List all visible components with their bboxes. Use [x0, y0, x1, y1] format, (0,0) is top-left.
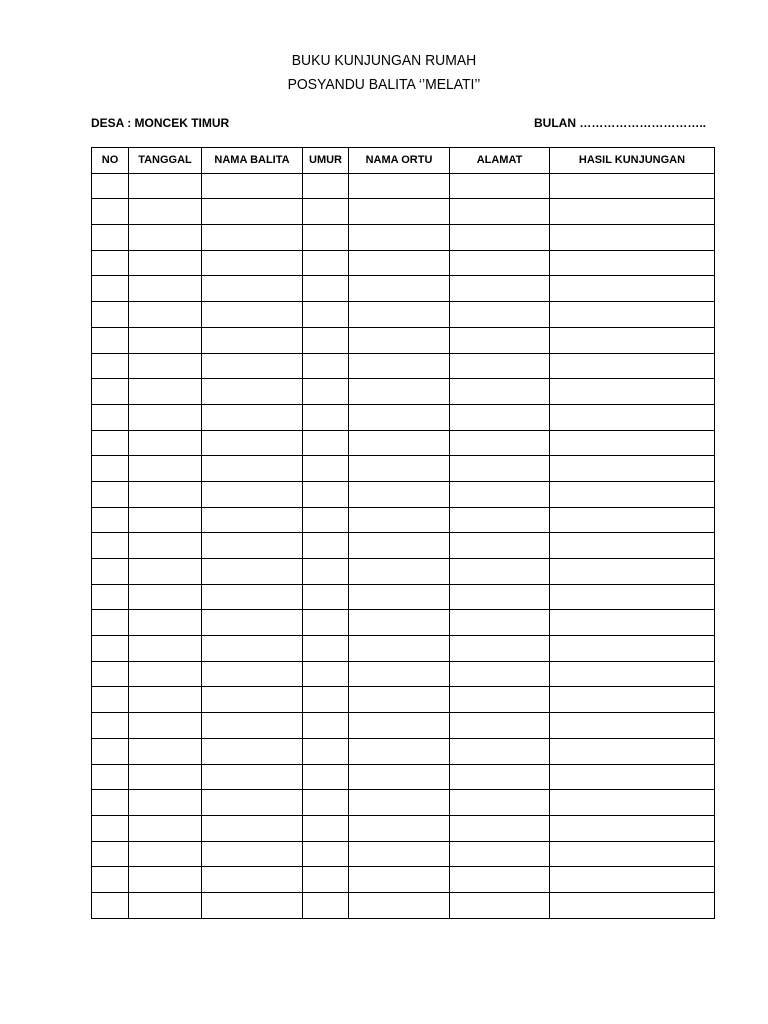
table-cell: [92, 430, 129, 456]
table-cell: [349, 507, 450, 533]
table-cell: [450, 404, 550, 430]
table-cell: [303, 687, 349, 713]
table-cell: [92, 250, 129, 276]
table-cell: [450, 456, 550, 482]
table-cell: [303, 533, 349, 559]
table-cell: [202, 867, 303, 893]
table-cell: [349, 250, 450, 276]
table-row: [92, 379, 715, 405]
table-cell: [129, 533, 202, 559]
column-header-nama-ortu: NAMA ORTU: [349, 148, 450, 174]
table-cell: [349, 353, 450, 379]
table-row: [92, 738, 715, 764]
table-cell: [202, 327, 303, 353]
table-cell: [450, 173, 550, 199]
table-cell: [129, 353, 202, 379]
table-row: [92, 636, 715, 662]
table-cell: [550, 533, 715, 559]
table-cell: [550, 841, 715, 867]
table-cell: [129, 764, 202, 790]
table-cell: [202, 636, 303, 662]
table-cell: [550, 404, 715, 430]
table-cell: [129, 610, 202, 636]
column-header-tanggal: TANGGAL: [129, 148, 202, 174]
table-cell: [303, 225, 349, 251]
table-cell: [349, 199, 450, 225]
table-cell: [129, 841, 202, 867]
table-cell: [450, 815, 550, 841]
table-cell: [92, 225, 129, 251]
table-cell: [349, 790, 450, 816]
table-cell: [450, 687, 550, 713]
table-cell: [129, 713, 202, 739]
column-header-hasil-kunjungan: HASIL KUNJUNGAN: [550, 148, 715, 174]
table-cell: [550, 430, 715, 456]
table-cell: [303, 250, 349, 276]
table-cell: [129, 327, 202, 353]
table-row: [92, 456, 715, 482]
table-cell: [129, 687, 202, 713]
table-cell: [450, 507, 550, 533]
table-cell: [550, 507, 715, 533]
table-cell: [349, 661, 450, 687]
table-cell: [202, 276, 303, 302]
table-cell: [550, 173, 715, 199]
table-cell: [349, 302, 450, 328]
table-cell: [129, 892, 202, 918]
table-cell: [450, 533, 550, 559]
table-row: [92, 353, 715, 379]
table-cell: [450, 276, 550, 302]
table-cell: [92, 456, 129, 482]
table-cell: [202, 815, 303, 841]
table-cell: [92, 790, 129, 816]
table-row: [92, 815, 715, 841]
table-cell: [202, 687, 303, 713]
table-cell: [129, 559, 202, 585]
table-cell: [92, 584, 129, 610]
table-cell: [450, 353, 550, 379]
table-cell: [349, 173, 450, 199]
table-cell: [202, 713, 303, 739]
table-cell: [349, 867, 450, 893]
table-cell: [349, 225, 450, 251]
table-cell: [129, 790, 202, 816]
table-cell: [202, 379, 303, 405]
table-cell: [92, 610, 129, 636]
table-row: [92, 841, 715, 867]
table-cell: [450, 661, 550, 687]
column-header-umur: UMUR: [303, 148, 349, 174]
table-cell: [129, 738, 202, 764]
table-cell: [303, 173, 349, 199]
table-cell: [92, 302, 129, 328]
table-row: [92, 173, 715, 199]
table-cell: [349, 687, 450, 713]
table-cell: [303, 559, 349, 585]
table-cell: [450, 584, 550, 610]
table-cell: [92, 738, 129, 764]
table-cell: [450, 481, 550, 507]
table-cell: [550, 584, 715, 610]
table-cell: [550, 687, 715, 713]
table-cell: [202, 841, 303, 867]
table-cell: [303, 584, 349, 610]
table-cell: [349, 430, 450, 456]
table-cell: [450, 892, 550, 918]
table-cell: [349, 636, 450, 662]
table-cell: [550, 713, 715, 739]
table-cell: [202, 173, 303, 199]
table-cell: [129, 456, 202, 482]
table-cell: [550, 456, 715, 482]
table-cell: [92, 379, 129, 405]
table-cell: [349, 584, 450, 610]
table-cell: [550, 199, 715, 225]
table-cell: [303, 636, 349, 662]
table-cell: [92, 507, 129, 533]
table-cell: [349, 379, 450, 405]
table-cell: [129, 430, 202, 456]
table-cell: [92, 276, 129, 302]
table-cell: [450, 199, 550, 225]
table-row: [92, 892, 715, 918]
table-cell: [202, 533, 303, 559]
table-cell: [202, 456, 303, 482]
table-row: [92, 302, 715, 328]
table-row: [92, 276, 715, 302]
table-cell: [303, 481, 349, 507]
table-cell: [349, 559, 450, 585]
table-cell: [129, 404, 202, 430]
table-cell: [92, 353, 129, 379]
table-row: [92, 250, 715, 276]
column-header-nama-balita: NAMA BALITA: [202, 148, 303, 174]
table-cell: [202, 559, 303, 585]
table-cell: [202, 661, 303, 687]
table-cell: [550, 790, 715, 816]
table-cell: [303, 892, 349, 918]
table-cell: [550, 302, 715, 328]
table-cell: [202, 610, 303, 636]
table-cell: [92, 327, 129, 353]
table-cell: [92, 559, 129, 585]
bulan-label: BULAN …………………………..: [534, 116, 706, 130]
table-cell: [550, 481, 715, 507]
table-cell: [202, 404, 303, 430]
table-cell: [303, 610, 349, 636]
table-cell: [550, 225, 715, 251]
table-cell: [303, 841, 349, 867]
table-cell: [92, 481, 129, 507]
table-row: [92, 713, 715, 739]
table-cell: [202, 507, 303, 533]
table-cell: [450, 738, 550, 764]
table-cell: [129, 815, 202, 841]
table-cell: [202, 764, 303, 790]
table-cell: [450, 225, 550, 251]
table-cell: [303, 713, 349, 739]
table-row: [92, 867, 715, 893]
table-cell: [92, 892, 129, 918]
table-cell: [202, 738, 303, 764]
table-cell: [92, 533, 129, 559]
table-cell: [550, 250, 715, 276]
table-cell: [202, 199, 303, 225]
table-cell: [202, 225, 303, 251]
table-cell: [550, 379, 715, 405]
table-cell: [550, 276, 715, 302]
table-cell: [92, 661, 129, 687]
table-cell: [129, 507, 202, 533]
table-cell: [129, 379, 202, 405]
table-cell: [202, 892, 303, 918]
table-cell: [303, 456, 349, 482]
table-cell: [92, 841, 129, 867]
table-cell: [349, 404, 450, 430]
table-row: [92, 404, 715, 430]
table-cell: [349, 481, 450, 507]
table-cell: [92, 687, 129, 713]
table-cell: [92, 173, 129, 199]
table-cell: [202, 790, 303, 816]
table-row: [92, 687, 715, 713]
table-cell: [303, 430, 349, 456]
table-cell: [550, 867, 715, 893]
table-cell: [303, 661, 349, 687]
table-cell: [92, 764, 129, 790]
table-cell: [92, 815, 129, 841]
table-cell: [202, 584, 303, 610]
table-cell: [349, 327, 450, 353]
table-cell: [303, 379, 349, 405]
table-cell: [450, 302, 550, 328]
table-row: [92, 225, 715, 251]
table-cell: [129, 173, 202, 199]
table-cell: [349, 276, 450, 302]
table-cell: [550, 327, 715, 353]
table-cell: [550, 610, 715, 636]
table-row: [92, 327, 715, 353]
table-cell: [202, 353, 303, 379]
table-row: [92, 507, 715, 533]
table-cell: [92, 713, 129, 739]
table-cell: [550, 559, 715, 585]
table-cell: [92, 636, 129, 662]
column-header-no: NO: [92, 148, 129, 174]
table-cell: [303, 867, 349, 893]
table-cell: [92, 404, 129, 430]
table-cell: [450, 713, 550, 739]
table-cell: [450, 636, 550, 662]
table-cell: [349, 738, 450, 764]
table-header-row: [92, 148, 715, 174]
table-cell: [202, 481, 303, 507]
table-cell: [303, 764, 349, 790]
table-row: [92, 584, 715, 610]
table-cell: [450, 790, 550, 816]
table-cell: [92, 199, 129, 225]
table-cell: [303, 353, 349, 379]
table-row: [92, 661, 715, 687]
table-cell: [303, 302, 349, 328]
table-body: [92, 173, 715, 918]
desa-label: DESA : MONCEK TIMUR: [91, 116, 230, 130]
table-row: [92, 533, 715, 559]
table-cell: [349, 764, 450, 790]
table-row: [92, 610, 715, 636]
table-cell: [303, 276, 349, 302]
table-cell: [550, 764, 715, 790]
table-cell: [349, 456, 450, 482]
table-cell: [129, 636, 202, 662]
table-cell: [129, 481, 202, 507]
table-cell: [450, 559, 550, 585]
table-cell: [202, 302, 303, 328]
table-cell: [129, 225, 202, 251]
table-cell: [349, 815, 450, 841]
table-row: [92, 199, 715, 225]
table-cell: [92, 867, 129, 893]
table-cell: [450, 250, 550, 276]
table-cell: [303, 815, 349, 841]
table-cell: [202, 250, 303, 276]
table-cell: [550, 892, 715, 918]
table-cell: [129, 276, 202, 302]
table-cell: [450, 764, 550, 790]
table-cell: [129, 302, 202, 328]
table-cell: [303, 738, 349, 764]
table-cell: [129, 661, 202, 687]
table-cell: [303, 507, 349, 533]
table-row: [92, 790, 715, 816]
table-cell: [450, 610, 550, 636]
table-cell: [550, 353, 715, 379]
table-row: [92, 481, 715, 507]
table-cell: [202, 430, 303, 456]
table-cell: [450, 327, 550, 353]
table-cell: [450, 379, 550, 405]
table-cell: [349, 713, 450, 739]
table-row: [92, 430, 715, 456]
table-cell: [303, 199, 349, 225]
document-title: BUKU KUNJUNGAN RUMAH: [291, 52, 477, 69]
table-cell: [349, 841, 450, 867]
table-cell: [303, 327, 349, 353]
table-cell: [129, 250, 202, 276]
table-cell: [550, 815, 715, 841]
document-subtitle: POSYANDU BALITA ‘’MELATI’’: [287, 76, 481, 93]
column-header-alamat: ALAMAT: [450, 148, 550, 174]
table-cell: [129, 199, 202, 225]
table-cell: [349, 533, 450, 559]
table-cell: [550, 636, 715, 662]
table-cell: [349, 610, 450, 636]
table-cell: [550, 738, 715, 764]
table-cell: [450, 867, 550, 893]
table-cell: [303, 790, 349, 816]
table-cell: [129, 584, 202, 610]
table-row: [92, 559, 715, 585]
table-cell: [303, 404, 349, 430]
table-cell: [450, 841, 550, 867]
visit-table: [91, 147, 715, 919]
table-cell: [129, 867, 202, 893]
table-cell: [550, 661, 715, 687]
table-cell: [349, 892, 450, 918]
table-row: [92, 764, 715, 790]
table-cell: [450, 430, 550, 456]
